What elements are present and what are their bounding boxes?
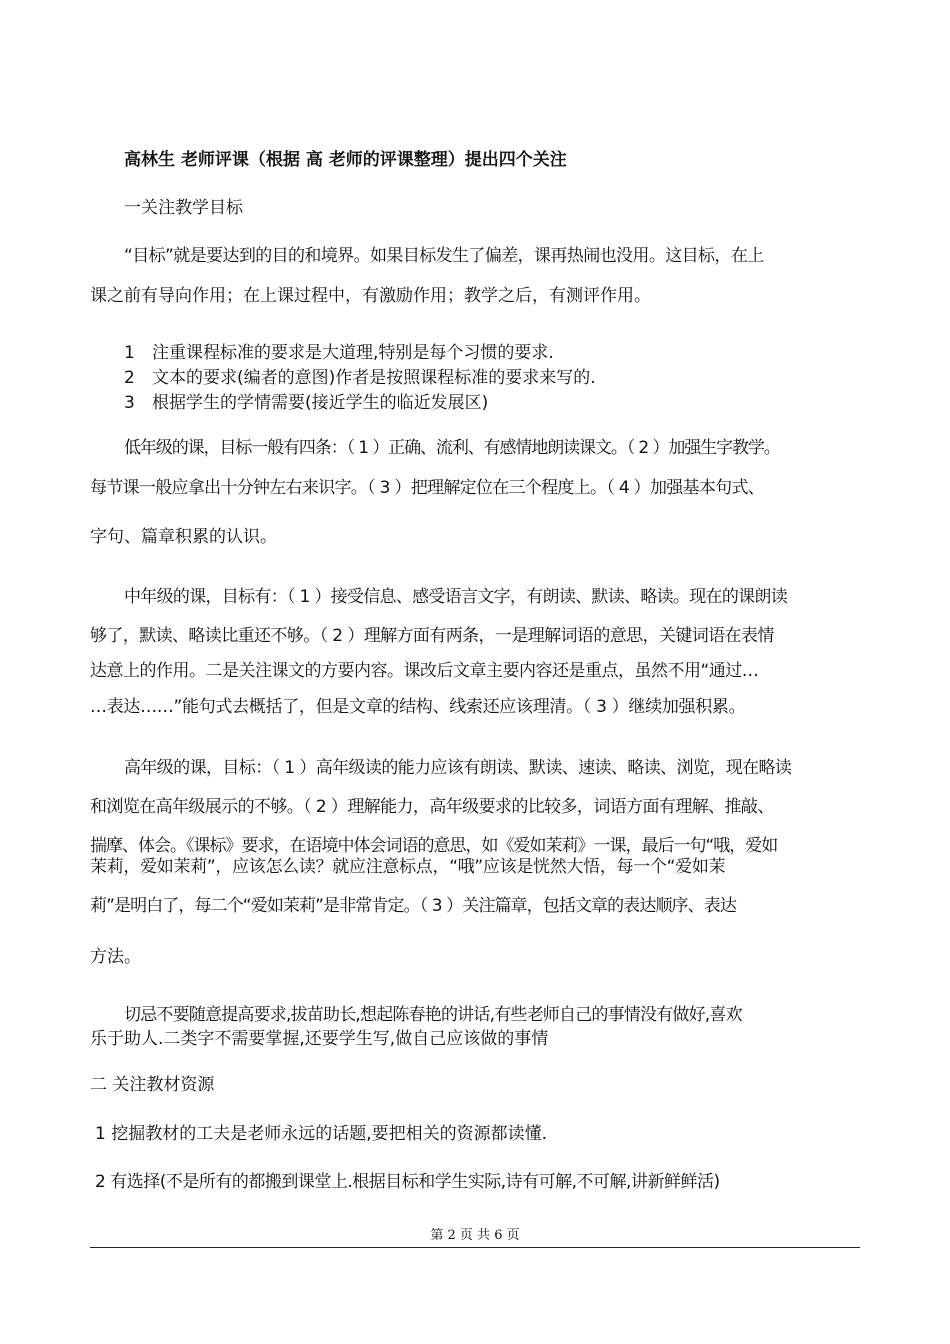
paragraph-upper-grade-line: 高年级的课，目标：（ 1 ）高年级读的能力应该有朗读、默读、速读、略读、浏览，现在略读 (124, 758, 792, 778)
list-item-number: 3 (124, 393, 135, 413)
paragraph-caution-line: 切忌不要随意提高要求,拔苗助长,想起陈春艳的讲话,有些老师自己的事情没有做好,喜欢 (124, 1005, 742, 1025)
list-item-number: 1 (124, 343, 135, 363)
paragraph-lower-grade-line: 字句、篇章积累的认识。 (90, 527, 277, 547)
paragraph-upper-grade-line: 揣摩、体会。《课标》要求，在语境中体会词语的意思，如《爱如茉莉》一课，最后一句“哦，爱如 (90, 836, 778, 856)
list-item-number: 2 (124, 368, 135, 388)
paragraph-upper-grade-line: 莉”是明白了，每二个“爱如茉莉”是非常肯定。（ 3 ）关注篇章，包括文章的表达顺序、表达 (90, 896, 736, 916)
list-item-text: 文本的要求(编者的意图)作者是按照课程标准的要求来写的. (152, 368, 596, 388)
document-title: 高林生 老师评课（根据 高 老师的评课整理）提出四个关注 (124, 150, 567, 170)
paragraph-goals-line: “目标”就是要达到的目的和境界。如果目标发生了偏差，课再热闹也没用。这目标，在上 (124, 246, 764, 266)
list-item-text: 注重课程标准的要求是大道理,特别是每个习惯的要求. (152, 343, 554, 363)
paragraph-middle-grade-line: 中年级的课，目标有：（ 1 ）接受信息、感受语言文字，有朗读、默读、略读。现在的课朗读 (124, 587, 788, 607)
paragraph-upper-grade-line: 和浏览在高年级展示的不够。（ 2 ）理解能力，高年级要求的比较多，词语方面有理解、推敲、 (90, 797, 774, 817)
paragraph-upper-grade-line: 茉莉，爱如茉莉”，应该怎么读？就应注意标点，“哦”应该是恍然大悟，每一个“爱如茉 (90, 857, 726, 877)
list-item-text: 根据学生的学情需要(接近学生的临近发展区) (152, 393, 489, 413)
list-item (124, 366, 596, 390)
list-item: 1 挖掘教材的工夫是老师永远的话题,要把相关的资源都读懂. (95, 1124, 548, 1144)
paragraph-caution-line: 乐于助人.二类字不需要掌握,还要学生写,做自己应该做的事情 (90, 1029, 549, 1049)
list-item: 2 有选择(不是所有的都搬到课堂上.根据目标和学生实际,诗有可解,不可解,讲新鲜鲜活) (95, 1172, 720, 1192)
paragraph-lower-grade-line: 每节课一般应拿出十分钟左右来识字。（ 3 ）把理解定位在三个程度上。（ 4 ）加强基本句式、 (90, 478, 765, 498)
section-heading-teaching-goals: 一关注教学目标 (124, 198, 243, 218)
list-item (124, 391, 488, 415)
footer-divider (90, 1247, 860, 1248)
paragraph-lower-grade-line: 低年级的课，目标一般有四条：（ 1 ）正确、流利、有感情地朗读课文。（ 2 ）加强生字教学。 (124, 438, 780, 458)
list-item (124, 341, 554, 365)
page-number-footer: 第 2 页 共 6 页 (430, 1228, 520, 1243)
paragraph-upper-grade-line: 方法。 (90, 947, 141, 967)
paragraph-middle-grade-line: 够了，默读、略读比重还不够。（ 2 ）理解方面有两条，一是理解词语的意思，关键词语在表情 (90, 626, 774, 646)
paragraph-goals-line: 课之前有导向作用；在上课过程中，有激励作用；教学之后，有测评作用。 (90, 286, 651, 306)
section-heading-textbook-resources: 二 关注教材资源 (90, 1075, 215, 1095)
paragraph-middle-grade-line: 达意上的作用。二是关注课文的方要内容。课改后文章主要内容还是重点，虽然不用“通过… (90, 661, 759, 681)
paragraph-middle-grade-line: …表达……”能句式去概括了，但是文章的结构、线索还应该理清。（ 3 ）继续加强积累。 (90, 697, 746, 717)
